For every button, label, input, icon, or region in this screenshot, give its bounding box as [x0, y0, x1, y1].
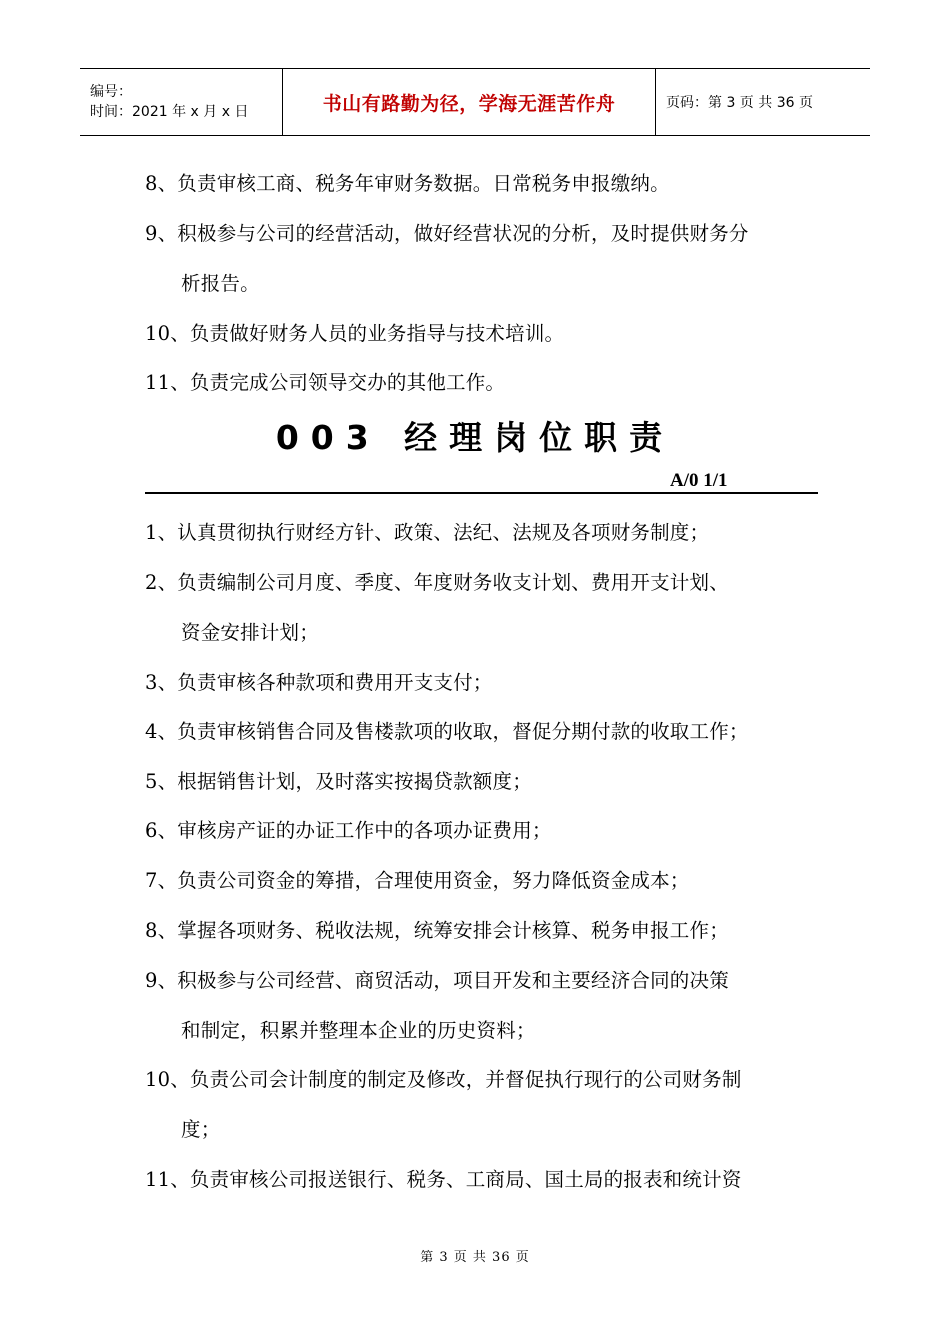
duty-item-continuation: 和制定，积累并整理本企业的历史资料； — [181, 1019, 536, 1042]
duty-item-continuation: 资金安排计划； — [181, 621, 319, 644]
duty-item-continuation: 析报告。 — [181, 272, 260, 295]
duty-item: 4、负责审核销售合同及售楼款项的收取，督促分期付款的收取工作； — [145, 720, 749, 743]
duty-item: 10、负责公司会计制度的制定及修改，并督促执行现行的公司财务制 — [145, 1068, 742, 1091]
doc-reference: A/0 1/1 — [670, 470, 728, 491]
time-label: 时间：2021 年 x 月 x 日 — [90, 104, 249, 120]
duty-item: 9、积极参与公司的经营活动，做好经营状况的分析，及时提供财务分 — [145, 222, 749, 245]
duty-item: 9、积极参与公司经营、商贸活动，项目开发和主要经济合同的决策 — [145, 969, 729, 992]
page-footer: 第 3 页 共 36 页 — [420, 1250, 530, 1265]
duty-item: 11、负责完成公司领导交办的其他工作。 — [145, 371, 506, 394]
duty-item-continuation: 度； — [181, 1118, 221, 1141]
duty-item: 7、负责公司资金的筹措，合理使用资金，努力降低资金成本； — [145, 869, 690, 892]
section-title: 003 经理岗位职责 — [275, 418, 675, 457]
page-label: 页码：第 3 页 共 36 页 — [666, 95, 813, 111]
page-header — [80, 68, 870, 136]
header-right-cell — [656, 69, 813, 135]
motto: 书山有路勤为径，学海无涯苦作舟 — [322, 92, 616, 115]
duty-item: 8、负责审核工商、税务年审财务数据。日常税务申报缴纳。 — [145, 172, 670, 195]
duty-item: 2、负责编制公司月度、季度、年度财务收支计划、费用开支计划、 — [145, 571, 729, 594]
duty-item: 3、负责审核各种款项和费用开支支付； — [145, 671, 493, 694]
duty-item: 6、审核房产证的办证工作中的各项办证费用； — [145, 819, 552, 842]
header-left-cell — [80, 69, 282, 135]
duty-item: 1、认真贯彻执行财经方针、政策、法纪、法规及各项财务制度； — [145, 521, 710, 544]
header-motto-cell — [282, 69, 656, 135]
duty-item: 5、根据销售计划，及时落实按揭贷款额度； — [145, 770, 532, 793]
number-label: 编号： — [90, 84, 132, 100]
title-underline — [145, 492, 818, 494]
duty-item: 11、负责审核公司报送银行、税务、工商局、国土局的报表和统计资 — [145, 1168, 742, 1191]
duty-item: 10、负责做好财务人员的业务指导与技术培训。 — [145, 322, 565, 345]
duty-item: 8、掌握各项财务、税收法规，统筹安排会计核算、税务申报工作； — [145, 919, 729, 942]
